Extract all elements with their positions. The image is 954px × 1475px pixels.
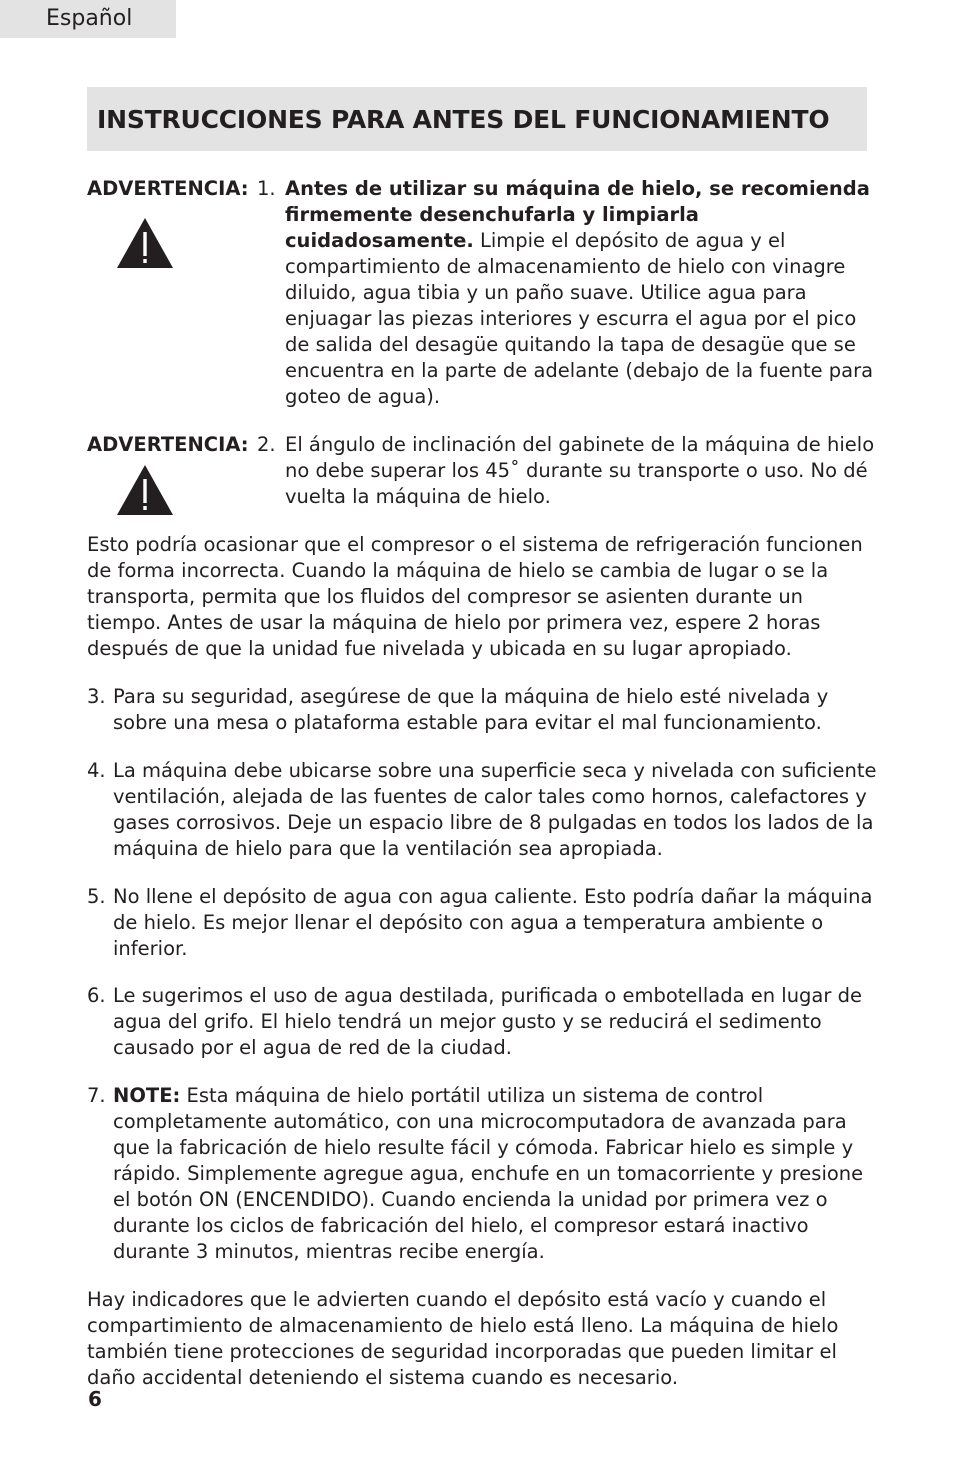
list-item <box>87 684 877 736</box>
warning-number: 1. <box>257 177 276 200</box>
body-paragraph: Hay indicadores que le advierten cuando el depósito está vacío y cuando el compartimiento de almacenamiento de hielo está lleno. La máquina de hielo también tiene protecciones de seguridad incorporadas que pueden limitar el daño accidental deteniendo el sistema cuando es necesario. <box>87 1288 839 1389</box>
warning-triangle-icon <box>116 217 174 269</box>
list-item-number: 4. <box>87 759 106 782</box>
list-item-number: 3. <box>87 685 106 708</box>
list-item-text: Para su seguridad, asegúrese de que la máquina de hielo esté nivelada y sobre una mesa o plataforma estable para evitar el mal funcionamiento. <box>113 685 829 734</box>
list-item-text: Le sugerimos el uso de agua destilada, purificada o embotellada en lugar de agua del grifo. El hielo tendrá un mejor gusto y se reducirá el sedimento causado por el agua de red de la ciudad. <box>113 984 862 1059</box>
list-item-number: 5. <box>87 885 106 908</box>
list-item <box>87 758 877 862</box>
warning-number: 2. <box>257 433 276 456</box>
body-paragraph: Esto podría ocasionar que el compresor o el sistema de refrigeración funcionen de forma incorrecta. Cuando la máquina de hielo se cambia de lugar o se la transporta, permita que los fluidos del compresor se asienten durante un tiempo. Antes de usar la máquina de hielo por primera vez, espere 2 horas después de que la unidad fue nivelada y ubicada en su lugar apropiado. <box>87 533 863 660</box>
list-item-text: No llene el depósito de agua con agua caliente. Esto podría dañar la máquina de hielo. Es mejor llenar el depósito con agua a temperatura ambiente o inferior. <box>113 885 873 960</box>
page-number: 6 <box>88 1387 102 1411</box>
list-item-text <box>113 1083 877 1265</box>
warning-triangle-icon <box>116 464 174 516</box>
warning-text: El ángulo de inclinación del gabinete de la máquina de hielo no debe superar los 45˚ durante su transporte o uso. No dé vuelta la máquina de hielo. <box>285 433 875 508</box>
warning-label: ADVERTENCIA: <box>87 433 249 456</box>
warning-label: ADVERTENCIA: <box>87 177 249 200</box>
section-title: INSTRUCCIONES PARA ANTES DEL FUNCIONAMIENTO <box>87 87 867 151</box>
list-item <box>87 884 877 962</box>
list-item <box>87 1083 877 1265</box>
list-item-number: 7. <box>87 1084 106 1107</box>
list-item-text: La máquina debe ubicarse sobre una superficie seca y nivelada con suficiente ventilación, alejada de las fuentes de calor tales como hornos, calefactores y gases corrosivos. Deje un espacio libre de 8 pulgadas en todos los lados de la máquina de hielo para que la ventilación sea apropiada. <box>113 759 877 860</box>
note-body: Esta máquina de hielo portátil utiliza un sistema de control completamente automático, con una microcomputadora de avanzada para que la fabricación de hielo resulte fácil y cómoda. Fabricar hielo es simple y rápido. Simplemente agregue agua, enchufe en un tomacorriente y presione el botón ON (ENCENDIDO). Cuando encienda la unidad por primera vez o durante los ciclos de fabricación del hielo, el compresor estará inactivo durante 3 minutos, mientras recibe energía. <box>113 1084 864 1263</box>
language-tab: Español <box>0 0 176 38</box>
warning-body: Limpie el depósito de agua y el compartimiento de almacenamiento de hielo con vinagre diluido, agua tibia y un paño suave. Utilice agua para enjuagar las piezas interiores y escurra el agua por el pico de salida del desagüe quitando la tapa de desagüe que se encuentra en la parte de adelante (debajo de la fuente para goteo de agua). <box>285 229 874 408</box>
note-label: NOTE: <box>113 1084 181 1107</box>
list-item-number: 6. <box>87 984 106 1007</box>
warning-text <box>285 176 875 410</box>
warning-emphasis: Antes de utilizar su máquina de hielo, se recomienda firmemente desenchufarla y limpiarla cuidadosamente. <box>285 177 870 252</box>
list-item <box>87 983 877 1061</box>
